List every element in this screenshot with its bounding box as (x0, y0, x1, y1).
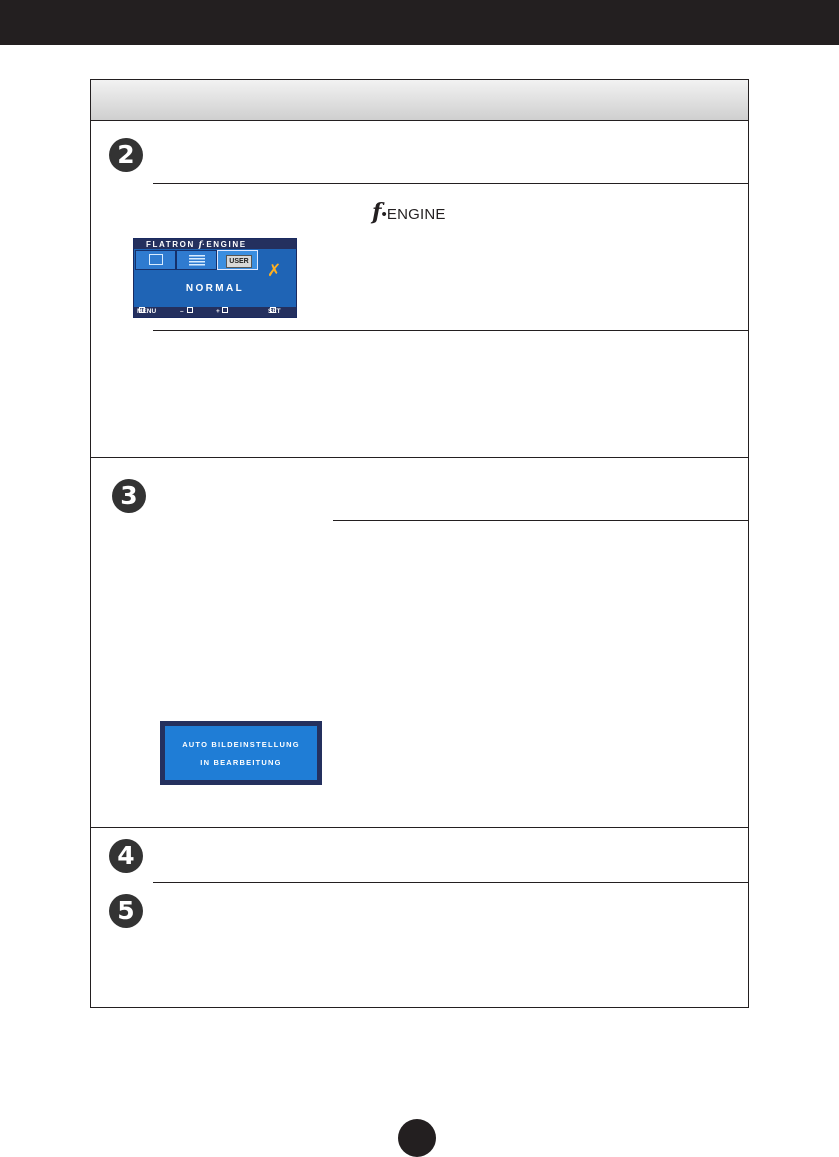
osd-mode-icons (135, 250, 297, 280)
osd-auto-adjust-message (160, 721, 322, 785)
step-number-5: 5 (109, 894, 143, 928)
step-number-3: 3 (112, 479, 146, 513)
divider-line (333, 520, 749, 521)
osd-fengine-menu (133, 238, 297, 318)
divider-line (153, 330, 749, 331)
osd-title-bar (134, 239, 296, 249)
text-mode-tab[interactable] (176, 250, 217, 270)
frame-header-bar (91, 80, 748, 121)
user-mode-tab[interactable] (217, 250, 258, 270)
osd-auto-line-1: AUTO BILDEINSTELLUNG (182, 740, 300, 749)
osd-mode-label: NORMAL (185, 283, 245, 294)
text-grid-icon (189, 255, 205, 266)
plus-key-icon (222, 307, 228, 313)
osd-auto-line-2: IN BEARBEITUNG (200, 758, 282, 767)
page-number-dot (398, 1119, 436, 1157)
section-separator (91, 457, 749, 458)
section-separator (91, 827, 749, 828)
osd-title-f-symbol: f (198, 239, 203, 249)
divider-line (153, 183, 749, 184)
fengine-symbol: f (372, 199, 382, 225)
set-key-icon (270, 307, 276, 313)
menu-key-icon (139, 307, 145, 313)
monitor-icon (149, 254, 163, 265)
step-number-4: 4 (109, 839, 143, 873)
user-badge: USER (226, 255, 252, 268)
osd-auto-panel (165, 726, 317, 780)
step-number-2: 2 (109, 138, 143, 172)
minus-key-icon (187, 307, 193, 313)
fengine-logo (372, 201, 446, 223)
top-header-bar (0, 0, 839, 45)
movie-mode-tab[interactable] (135, 250, 176, 270)
fengine-text: •ENGINE (381, 206, 446, 223)
settings-wrench-icon[interactable]: ✗ (267, 261, 282, 280)
osd-title-engine: ·ENGINE (202, 240, 247, 249)
divider-line (153, 882, 749, 883)
osd-footer-bar: MENU – + SET (134, 307, 296, 317)
osd-title-flatron: FLATRON (146, 240, 195, 249)
